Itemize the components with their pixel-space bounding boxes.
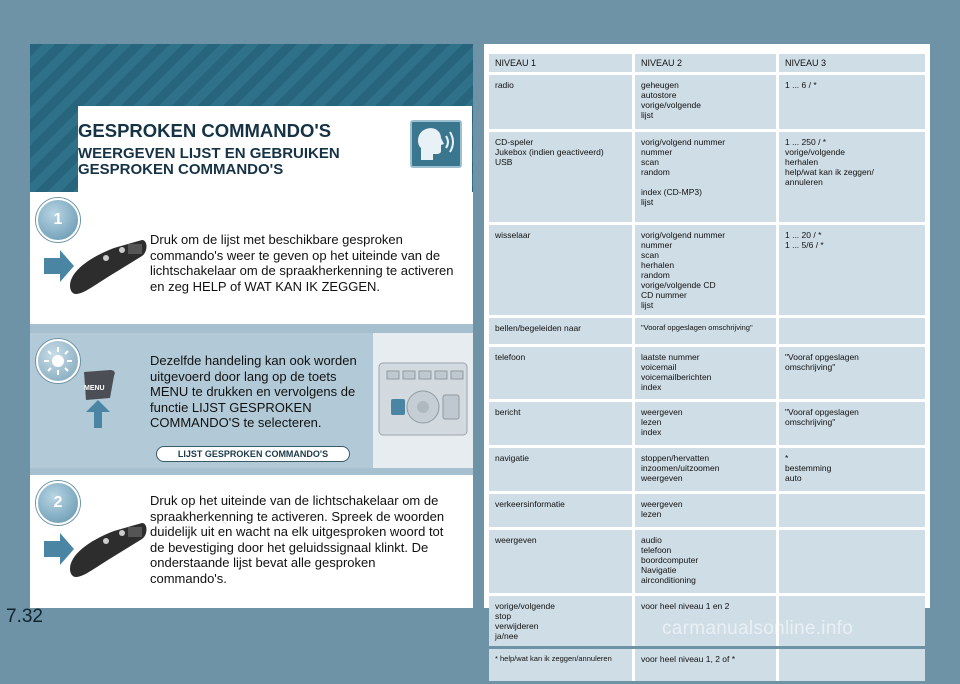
- table-cell-niveau-3: [779, 402, 925, 445]
- cell-line: [785, 601, 919, 611]
- cell-line: index: [641, 382, 662, 392]
- cell-line: navigatie: [495, 453, 530, 463]
- table-cell-niveau-3: [779, 132, 925, 222]
- cell-line: voicemailberichten: [641, 372, 712, 382]
- table-cell-niveau-1: [489, 318, 635, 344]
- cell-line: CD-speler: [495, 137, 534, 147]
- cell-line: nummer: [641, 147, 673, 157]
- cell-line: *: [785, 453, 789, 463]
- table-cell-niveau-3: [779, 448, 925, 491]
- cell-line: USB: [495, 157, 513, 167]
- cell-line: autostore: [641, 90, 677, 100]
- table-body: [489, 54, 925, 681]
- header-niveau-3: NIVEAU 3: [779, 54, 925, 72]
- cell-line: telefoon: [495, 352, 526, 362]
- table-cell-niveau-2: [635, 448, 779, 491]
- cell-line: lijst: [641, 110, 654, 120]
- step-1-section: [30, 192, 473, 324]
- subtitle-line-1: WEERGEVEN LIJST EN GEBRUIKEN: [78, 145, 340, 162]
- header-niveau-1: NIVEAU 1: [489, 54, 635, 72]
- table-cell-niveau-1: [489, 530, 635, 593]
- table-cell-niveau-1: [489, 225, 635, 315]
- table-row: [489, 494, 925, 527]
- instructions-panel: [30, 44, 473, 608]
- cell-line: herhalen: [785, 157, 819, 167]
- step-1-text: Druk om de lijst met beschikbare gesproken commando's weer te geven op het uiteinde van de lichtschakelaar om de spraakherkenning te activeren en zeg HELP of WAT KAN IK ZEGGEN.: [150, 232, 454, 294]
- cell-line: voor heel niveau 1 en 2: [641, 601, 730, 611]
- cell-line: vorige/volgende: [495, 601, 556, 611]
- table-cell-niveau-3: [779, 530, 925, 593]
- table-row: [489, 448, 925, 491]
- menu-key: [80, 368, 120, 435]
- table-cell-niveau-3: [779, 75, 925, 129]
- cell-line: voor heel niveau 1, 2 of *: [641, 654, 736, 664]
- cell-line: bericht: [495, 407, 521, 417]
- cell-line: auto: [785, 473, 802, 483]
- control-panel-icon: [373, 333, 473, 468]
- step-2-badge: 2: [36, 481, 80, 525]
- table-cell-niveau-2: [635, 225, 779, 315]
- cell-line: vorig/volgend nummer: [641, 137, 726, 147]
- cell-line: [785, 535, 919, 545]
- table-cell-niveau-2: [635, 75, 779, 129]
- cell-line: audio: [641, 535, 662, 545]
- cell-line: [641, 177, 770, 187]
- cell-line: "Vooraf opgeslagen: [785, 407, 859, 417]
- cell-line: weergeven: [641, 499, 683, 509]
- cell-line: [785, 323, 919, 333]
- cell-line: scan: [641, 250, 659, 260]
- table-cell-niveau-2: [635, 402, 779, 445]
- table-cell-niveau-3: [779, 347, 925, 399]
- table-cell-niveau-2: [635, 347, 779, 399]
- table-cell-niveau-1: [489, 649, 635, 681]
- menu-key-icon: [80, 368, 120, 430]
- watermark: carmanualsonline.info: [662, 618, 854, 639]
- cell-line: omschrijving": [785, 417, 836, 427]
- radio-control-panel: [373, 333, 473, 468]
- table-cell-niveau-2: [635, 132, 779, 222]
- cell-line: vorige/volgende: [785, 147, 846, 157]
- cell-line: weergeven: [641, 407, 683, 417]
- cell-line: telefoon: [641, 545, 672, 555]
- table-header-row: [489, 54, 925, 72]
- cell-line: help/wat kan ik zeggen/: [785, 167, 874, 177]
- cell-line: "Vooraf opgeslagen: [785, 352, 859, 362]
- table-cell-niveau-2: [635, 530, 779, 593]
- table-cell-niveau-3: [779, 225, 925, 315]
- cell-line: bestemming: [785, 463, 832, 473]
- cell-line: stoppen/hervatten: [641, 453, 710, 463]
- cell-line: lezen: [641, 417, 662, 427]
- cell-line: stop: [495, 611, 512, 621]
- table-row: [489, 75, 925, 129]
- table-cell-niveau-2: [635, 649, 779, 681]
- table-row: [489, 225, 925, 315]
- cell-line: annuleren: [785, 177, 823, 187]
- cell-line: * help/wat kan ik zeggen/annuleren: [495, 654, 612, 663]
- menu-key-label: MENU: [84, 385, 105, 392]
- cell-line: radio: [495, 80, 514, 90]
- table-cell-niveau-2: [635, 494, 779, 527]
- cell-line: herhalen: [641, 260, 675, 270]
- cell-line: Navigatie: [641, 565, 677, 575]
- step-2-section: [30, 475, 473, 608]
- cell-line: airconditioning: [641, 575, 696, 585]
- cell-line: Jukebox (indien geactiveerd): [495, 147, 604, 157]
- cell-line: CD nummer: [641, 290, 687, 300]
- cell-line: random: [641, 270, 670, 280]
- cell-line: 1 ... 6 / *: [785, 80, 817, 90]
- table-cell-niveau-3: [779, 318, 925, 344]
- table-cell-niveau-3: [779, 649, 925, 681]
- table-row: [489, 318, 925, 344]
- cell-line: omschrijving": [785, 362, 836, 372]
- cell-line: lijst: [641, 300, 654, 310]
- cell-line: weergeven: [641, 473, 683, 483]
- table-cell-niveau-1: [489, 347, 635, 399]
- sun-icon: [38, 341, 78, 381]
- table-row: [489, 649, 925, 681]
- cell-line: geheugen: [641, 80, 679, 90]
- cell-line: wisselaar: [495, 230, 531, 240]
- cell-line: lijst: [641, 197, 654, 207]
- cell-line: boordcomputer: [641, 555, 699, 565]
- table-cell-niveau-1: [489, 448, 635, 491]
- table-cell-niveau-1: [489, 494, 635, 527]
- cell-line: random: [641, 167, 670, 177]
- table-row: [489, 402, 925, 445]
- page-title: GESPROKEN COMMANDO'S: [78, 120, 332, 141]
- table-cell-niveau-1: [489, 596, 635, 646]
- lijst-gesproken-commandos-button: LIJST GESPROKEN COMMANDO'S: [156, 446, 350, 462]
- table-cell-niveau-3: [779, 494, 925, 527]
- cell-line: weergeven: [495, 535, 537, 545]
- cell-line: index (CD-MP3): [641, 187, 702, 197]
- table-row: [489, 132, 925, 222]
- cell-line: scan: [641, 157, 659, 167]
- table-cell-niveau-2: [635, 318, 779, 344]
- table-cell-niveau-1: [489, 132, 635, 222]
- voice-command-icon: [410, 120, 462, 168]
- cell-line: verkeersinformatie: [495, 499, 565, 509]
- step-2-text: Druk op het uiteinde van de lichtschakelaar om de spraakherkenning te activeren. Spreek de woorden duidelijk uit en wacht na elk uitgesproken woord tot de bevestiging door het geluidssignaal klinkt. De onderstaande lijst bevat alle gesproken commando's.: [150, 493, 445, 586]
- light-switch-stalk-icon: [44, 511, 148, 581]
- page-number: 7.32: [6, 606, 43, 627]
- cell-line: laatste nummer: [641, 352, 700, 362]
- cell-line: [785, 499, 919, 509]
- table-cell-niveau-1: [489, 402, 635, 445]
- table-cell-niveau-1: [489, 75, 635, 129]
- table-row: [489, 530, 925, 593]
- voice-commands-table: [489, 51, 925, 684]
- cell-line: "Vooraf opgeslagen omschrijving": [641, 323, 753, 332]
- cell-line: lezen: [641, 509, 662, 519]
- speaking-head-icon: [412, 122, 460, 166]
- cell-line: verwijderen: [495, 621, 539, 631]
- cell-line: 1 ... 250 / *: [785, 137, 827, 147]
- cell-line: vorige/volgende: [641, 100, 702, 110]
- cell-line: index: [641, 427, 662, 437]
- page-subtitle: [78, 146, 340, 178]
- table-row: [489, 347, 925, 399]
- cell-line: ja/nee: [495, 631, 519, 641]
- tip-text: Dezelfde handeling kan ook worden uitgevoerd door lang op de toets MENU te drukken en vervolgens de functie LIJST GESPROKEN COMMANDO'S te selecteren.: [150, 353, 357, 430]
- cell-line: [785, 654, 919, 664]
- cell-line: vorig/volgend nummer: [641, 230, 726, 240]
- tip-section: [30, 333, 473, 468]
- tip-badge: [36, 339, 80, 383]
- cell-line: inzoomen/uitzoomen: [641, 463, 720, 473]
- cell-line: voicemail: [641, 362, 677, 372]
- subtitle-line-2: GESPROKEN COMMANDO'S: [78, 161, 284, 178]
- cell-line: nummer: [641, 240, 673, 250]
- light-switch-stalk-icon: [44, 228, 148, 298]
- step-1-badge: 1: [36, 198, 80, 242]
- cell-line: bellen/begeleiden naar: [495, 323, 582, 333]
- cell-line: 1 ... 5/6 / *: [785, 240, 824, 250]
- cell-line: vorige/volgende CD: [641, 280, 716, 290]
- cell-line: 1 ... 20 / *: [785, 230, 822, 240]
- header-niveau-2: NIVEAU 2: [635, 54, 779, 72]
